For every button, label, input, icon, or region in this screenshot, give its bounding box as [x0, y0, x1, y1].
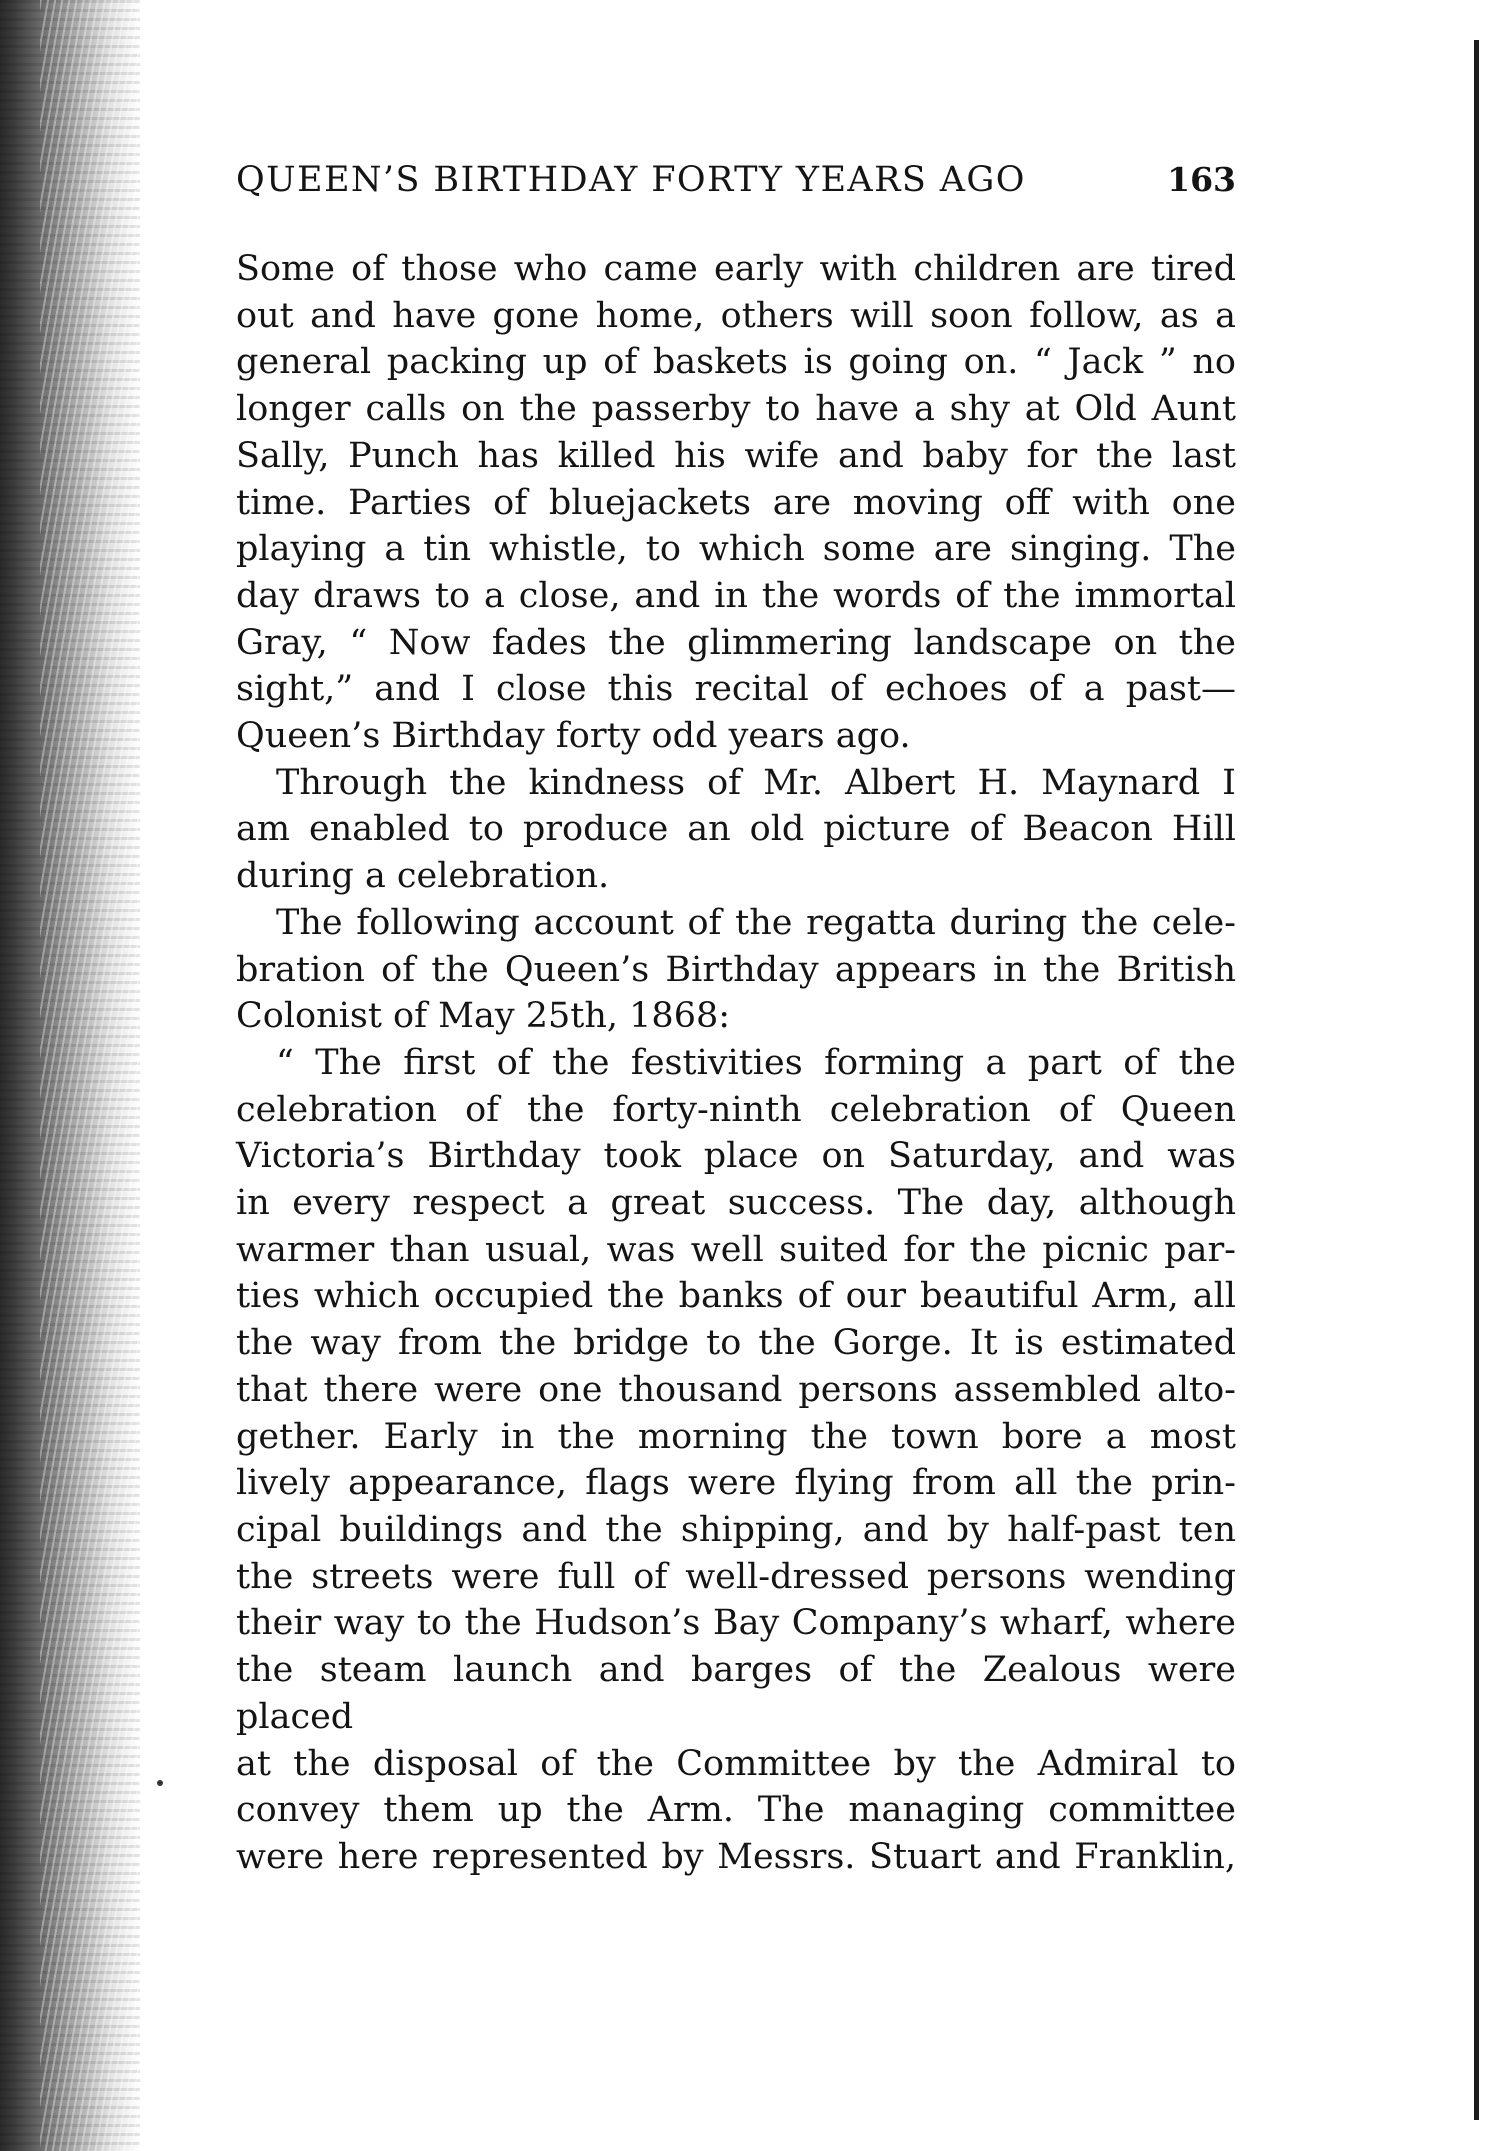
text-line: that there were one thousand persons assembled alto-: [236, 1369, 1236, 1410]
text-line: ties which occupied the banks of our beautiful Arm, all: [236, 1276, 1236, 1317]
text-line: am enabled to produce an old picture of Beacon Hill: [236, 809, 1236, 850]
text-line: Queen’s Birthday forty odd years ago.: [236, 716, 911, 757]
text-line: Gray, “ Now fades the glimmering landscape on the: [236, 622, 1236, 663]
text-line: Some of those who came early with children are tired: [236, 249, 1236, 289]
body-text: [236, 246, 1236, 1881]
running-head: [236, 160, 1236, 216]
running-head-title: QUEEN’S BIRTHDAY FORTY YEARS AGO: [236, 160, 1026, 200]
text-line: general packing up of baskets is going on. “ Jack ” no: [236, 342, 1236, 383]
text-line: cipal buildings and the shipping, and by half-past ten: [236, 1509, 1236, 1550]
text-line: their way to the Hudson’s Bay Company’s wharf, where: [236, 1603, 1236, 1644]
text-line: The following account of the regatta during the cele-: [276, 902, 1236, 943]
text-line: in every respect a great success. The day, although: [236, 1183, 1236, 1224]
text-line: “ The first of the festivities forming a part of the: [276, 1042, 1236, 1083]
text-line: the steam launch and barges of the Zealous were placed: [236, 1650, 1236, 1737]
text-line: Sally, Punch has killed his wife and baby for the last: [236, 435, 1236, 476]
text-line: bration of the Queen’s Birthday appears in the British: [236, 949, 1236, 990]
text-line: Through the kindness of Mr. Albert H. Maynard I: [276, 762, 1236, 803]
text-line: gether. Early in the morning the town bore a most: [236, 1416, 1236, 1457]
text-line: were here represented by Messrs. Stuart and Franklin,: [236, 1836, 1236, 1877]
text-line: playing a tin whistle, to which some are singing. The: [236, 529, 1236, 570]
text-line: convey them up the Arm. The managing committee: [236, 1790, 1236, 1831]
text-line: out and have gone home, others will soon follow, as a: [236, 295, 1236, 336]
text-line: sight,” and I close this recital of echoes of a past—: [236, 669, 1236, 710]
text-line: at the disposal of the Committee by the Admiral to: [236, 1743, 1236, 1784]
text-line: Colonist of May 25th, 1868:: [236, 996, 731, 1037]
text-line: warmer than usual, was well suited for the picnic par-: [236, 1229, 1236, 1270]
text-line: the way from the bridge to the Gorge. It is estimated: [236, 1323, 1236, 1364]
text-line: longer calls on the passerby to have a shy at Old Aunt: [236, 389, 1236, 430]
page-number: 163: [1167, 160, 1236, 199]
text-line: Victoria’s Birthday took place on Saturday, and was: [236, 1136, 1236, 1177]
binding-shadow-texture: [40, 0, 150, 2151]
page-edge-rule: [1474, 40, 1479, 2120]
text-line: lively appearance, flags were flying from all the prin-: [236, 1463, 1236, 1504]
text-line: during a celebration.: [236, 856, 610, 897]
stray-ink-dot: [157, 1780, 163, 1786]
text-line: day draws to a close, and in the words of the immortal: [236, 575, 1236, 616]
text-line: the streets were full of well-dressed persons wending: [236, 1556, 1236, 1597]
text-line: celebration of the forty-ninth celebration of Queen: [236, 1089, 1236, 1130]
text-line: time. Parties of bluejackets are moving off with one: [236, 482, 1236, 523]
